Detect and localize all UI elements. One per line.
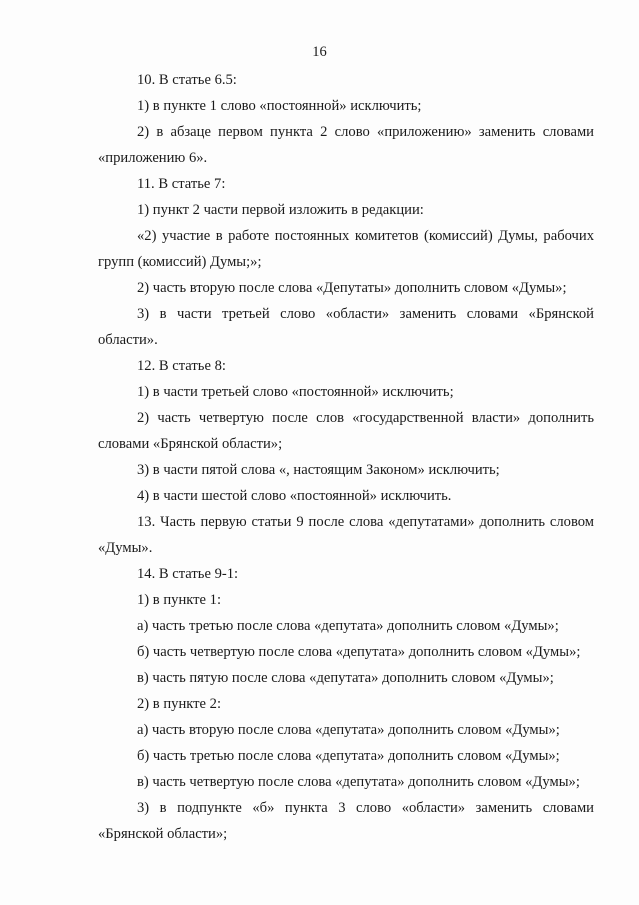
paragraph [98,509,594,561]
paragraph [98,639,594,665]
paragraph [98,483,594,509]
paragraph [98,795,594,847]
paragraph [98,223,594,275]
paragraph-line: 1) пункт 2 части первой изложить в редакции: [137,202,424,218]
paragraph [98,405,594,457]
paragraph-line: 2) часть четвертую после слов «государственной власти» дополнить [137,410,594,426]
paragraph-line: области». [98,332,158,348]
paragraph-line: «Брянской области»; [98,826,228,842]
paragraph-line: 3) в подпункте «б» пункта 3 слово «области» заменить словами [137,800,594,816]
paragraph-line: «Думы». [98,540,153,556]
paragraph-line: 11. В статье 7: [137,176,226,192]
paragraph [98,275,594,301]
paragraph [98,171,594,197]
paragraph-line: а) часть вторую после слова «депутата» дополнить словом «Думы»; [137,722,560,738]
document-body [98,67,594,847]
paragraph-line: 1) в пункте 1: [137,592,222,608]
paragraph-line: 2) часть вторую после слова «Депутаты» дополнить словом «Думы»; [137,280,567,296]
paragraph [98,613,594,639]
paragraph [98,301,594,353]
paragraph [98,119,594,171]
paragraph [98,561,594,587]
paragraph-line: 14. В статье 9-1: [137,566,239,582]
paragraph-line: в) часть четвертую после слова «депутата» дополнить словом «Думы»; [137,774,580,790]
paragraph-line: а) часть третью после слова «депутата» дополнить словом «Думы»; [137,618,559,634]
paragraph [98,587,594,613]
paragraph-line: групп (комиссий) Думы;»; [98,254,262,270]
paragraph-line: 2) в пункте 2: [137,696,222,712]
paragraph-line: словами «Брянской области»; [98,436,283,452]
paragraph [98,665,594,691]
paragraph-line: «приложению 6». [98,150,208,166]
paragraph-line: 4) в части шестой слово «постоянной» исключить. [137,488,452,504]
paragraph-line: 12. В статье 8: [137,358,226,374]
paragraph-line: 1) в пункте 1 слово «постоянной» исключить; [137,98,422,114]
paragraph [98,457,594,483]
paragraph-line: 1) в части третьей слово «постоянной» исключить; [137,384,454,400]
paragraph [98,769,594,795]
paragraph [98,379,594,405]
paragraph-line: 13. Часть первую статьи 9 после слова «депутатами» дополнить словом [137,514,594,530]
paragraph-line: 10. В статье 6.5: [137,72,237,88]
paragraph [98,197,594,223]
paragraph-line: 3) в части пятой слова «, настоящим Законом» исключить; [137,462,500,478]
paragraph-line: б) часть четвертую после слова «депутата» дополнить словом «Думы»; [137,644,581,660]
page-number: 16 [312,44,327,60]
paragraph-line: 2) в абзаце первом пункта 2 слово «приложению» заменить словами [137,124,594,140]
paragraph-line: «2) участие в работе постоянных комитетов (комиссий) Думы, рабочих [137,228,594,244]
paragraph-line: 3) в части третьей слово «области» заменить словами «Брянской [137,306,594,322]
paragraph [98,67,594,93]
paragraph-line: в) часть пятую после слова «депутата» дополнить словом «Думы»; [137,670,554,686]
paragraph [98,691,594,717]
paragraph [98,93,594,119]
paragraph [98,743,594,769]
paragraph [98,353,594,379]
paragraph [98,717,594,743]
paragraph-line: б) часть третью после слова «депутата» дополнить словом «Думы»; [137,748,560,764]
